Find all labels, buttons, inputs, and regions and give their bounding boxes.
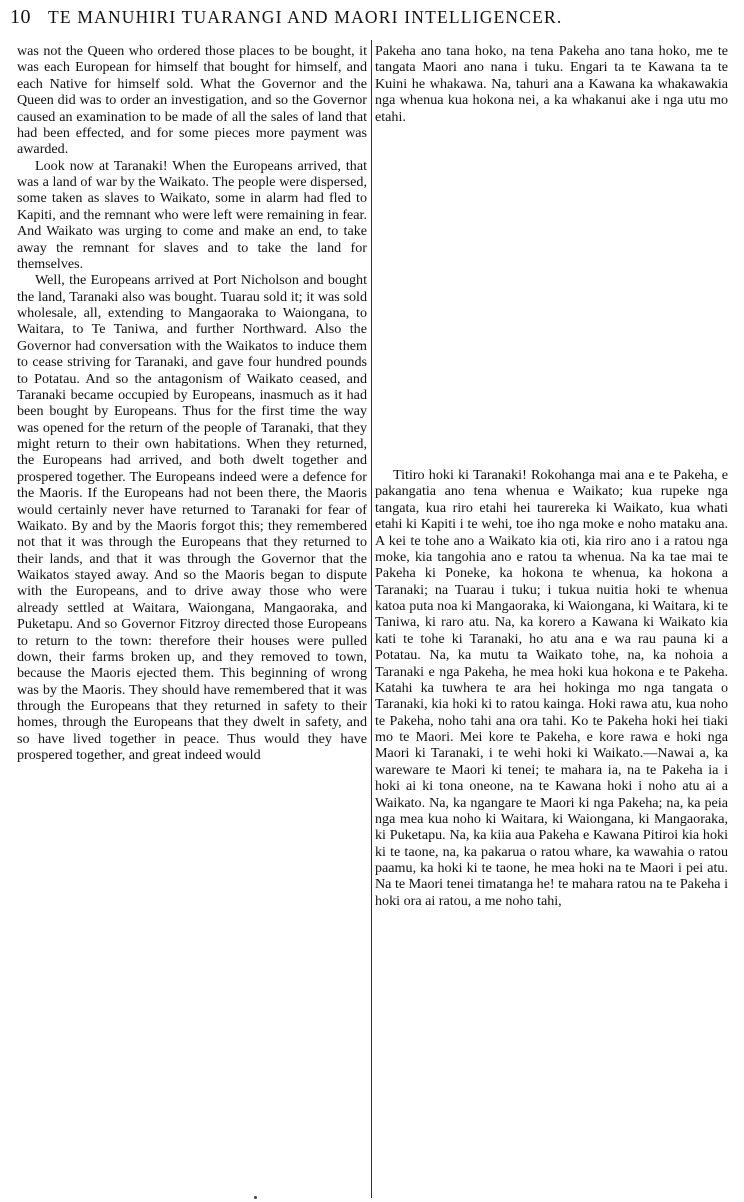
maori-column-top <box>375 43 728 125</box>
running-title: TE MANUHIRI TUARANGI AND MAORI INTELLIGENCER. <box>48 7 563 27</box>
english-paragraph: was not the Queen who ordered those places to be bought, it was each European for himself that bought for himself, and each Native for himself sold. What the Governor and the Queen did was to order an investigation, and so the Governor caused an examination to be made of all the sales of land that had been effected, and for some pieces more payment was awarded. <box>17 43 367 158</box>
english-column <box>17 43 367 764</box>
english-paragraph: Well, the Europeans arrived at Port Nicholson and bought the land, Taranaki also was bought. Tuarau sold it; it was sold wholesale, all, extending to Mangaoraka to Waiongana, to Waitara, to Te Taniwa, and further Northward. Also the Governor had conversation with the Waikatos to induce them to cease striving for Taranaki, and gave four hundred pounds to Potatau. And so the antagonism of Waikato ceased, and Taranaki became occupied by Europeans, inasmuch as it had been bought by Europeans. Thus for the first time the way was opened for the return of the people of Taranaki, that they might return to their own habitations. When they returned, the Europeans had arrived, and both dwelt together and prospered together. The Europeans indeed were a defence for the Maoris. If the Europeans had not been there, the Maoris would certainly never have returned to Taranaki for fear of Waikato. By and by the Maoris forgot this; they remembered not that it was through the Europeans that they returned to their lands, and that it was through the Governor that the Waikatos stayed away. And so the Maoris began to dispute with the Europeans, and to drive away those who were already settled at Waitara, Waiongana, Mangaoraka, and Puketapu. And so Governor Fitzroy directed those Europeans to return to the town: therefore their houses were pulled down, their farms broken up, and they removed to town, because the Maoris ejected them. This beginning of wrong was by the Maoris. They should have remembered that it was through the Europeans that they returned in safety to their homes, through the Europeans that they dwelt in safety, and so have lived together in peace. Thus would they have prospered together, and great indeed would <box>17 272 367 764</box>
maori-column-bottom <box>375 467 728 909</box>
page-number: 10 <box>10 6 31 28</box>
maori-paragraph: Pakeha ano tana hoko, na tena Pakeha ano tana hoko, me te tangata Maori ano nana i tuku. Engari ta te Kawana ta te Kuini he whakawa. Na, tahuri ana a Kawana ka whakawakia nga whenua kua hokona nei, a ka whakanui ake i nga utu mo etahi. <box>375 43 728 125</box>
maori-paragraph: Titiro hoki ki Taranaki! Rokohanga mai ana e te Pakeha, e pakangatia ano tena whenua e Waikato; kua rupeke nga tangata, kua riro etahi hei taurereka ki Waikato, kua whati etahi ki Kapiti i te wehi, toe iho nga moke e noho mataku ana. A kei te tohe ano a Waikato kia oti, kia riro ano i a ratou nga moke, kia tangohia ano e ratou ta whenua. Na ka tae mai te Pakeha ki Poneke, ka hokona te whenua, ka hokona a Taranaki; na Tuarau i tuku; i tukua nuitia hoki te whenua katoa puta noa ki Mangaoraka, ki Waiongana, ki Waitara, ki te Taniwa, ki raro atu. Na, ka korero a Kawana ki Waikato kia kati te tohe ki Taranaki, ho atu ana e wa rau pauna ki a Potatau. Na, ka mutu ta Waikato tohe, na, ka nohoia a Taranaki e nga Pakeha, he mea hoki kua hokona e te Pakeha. Katahi ka tuwhera te ara hei hokinga mo nga tangata o Taranaki, kia hoki ki to ratou kainga. Hoki rawa atu, kua noho te Pakeha, noho tahi ana ora tahi. Ko te Pakeha hoki hei tiaki mo te Maori. Mei kore te Pakeha, e kore rawa e hoki nga Maori ki Taranaki, i te wehi hoki ki Waikato.—Nawai a, ka wareware te Maori ki tenei; te mahara ia, na te Pakeha ia i hoki ai ki tona oneone, na te Kawana hoki i noho atu ai a Waikato. Na, ka ngangare te Maori ki nga Pakeha; na, ka peia nga mea kua noho ki Waitara, ki Waiongana, ki Mangaoraka, ki Puketapu. Na, ka kiia aua Pakeha e Kawana Pitiroi kia hoki ki te taone, na, ka pakarua o ratou whare, ka wawahia o ratou paamu, ka hoki ki te taone, he mea hoki na te Maori i pei atu. Na te Maori tenei timatanga he! te mahara ratou na te Pakeha i hoki ora ai ratou, a me noho tahi, <box>375 467 728 909</box>
print-speck <box>254 1196 257 1199</box>
column-divider <box>371 40 372 1198</box>
page-header <box>0 6 744 30</box>
english-paragraph: Look now at Taranaki! When the Europeans arrived, that was a land of war by the Waikato. The people were dispersed, some taken as slaves to Waikato, some in alarm had fled to Kapiti, and the remnant who were left were remaining in fear. And Waikato was urging to come and make an end, to take away the remnant for slaves and to take the land for themselves. <box>17 157 367 272</box>
